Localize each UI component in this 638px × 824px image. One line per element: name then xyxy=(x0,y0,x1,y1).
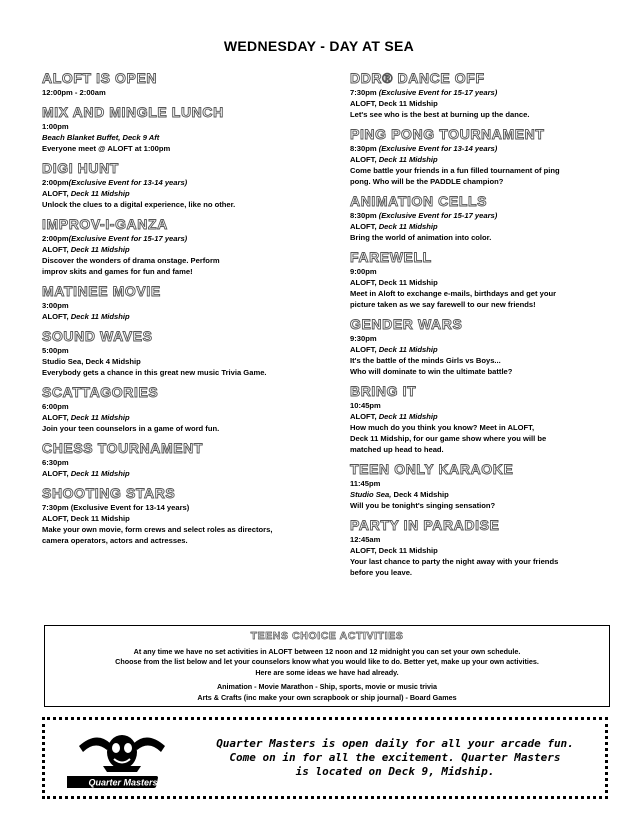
event-detail-line: Meet in Aloft to exchange e-mails, birthdays and get your xyxy=(350,289,557,298)
quarter-masters-text xyxy=(195,737,595,779)
quarter-masters-logo-icon xyxy=(67,726,177,792)
event-detail-line: 5:00pm xyxy=(42,346,69,355)
event-detail-line: 8:30pm (Exclusive Event for 15-17 years) xyxy=(350,211,498,220)
event-detail-line: Bring the world of animation into color. xyxy=(350,233,492,242)
event-title: SCATTAGORIES xyxy=(42,384,159,400)
quarter-masters-logo-text: Quarter Masters xyxy=(88,777,158,788)
teens-choice-activity-line: Animation - Movie Marathon - Ship, sports, movie or music trivia xyxy=(216,682,438,692)
event-detail-line: 7:30pm (Exclusive Event for 15-17 years) xyxy=(350,88,498,97)
event-title: PARTY IN PARADISE xyxy=(350,517,500,533)
event-ping-pong-tournament xyxy=(350,126,632,187)
event-bring-it xyxy=(350,383,632,455)
event-detail-line: 8:30pm (Exclusive Event for 13-14 years) xyxy=(350,144,498,153)
event-detail-line: ALOFT, Deck 11 Midship xyxy=(350,155,438,164)
event-detail-line: 6:00pm xyxy=(42,402,69,411)
teens-choice-box xyxy=(44,625,610,707)
event-aloft-is-open xyxy=(42,70,324,98)
event-scattagories xyxy=(42,384,324,434)
event-detail-line: ALOFT, Deck 11 Midship xyxy=(42,245,130,254)
quarter-masters-line: Quarter Masters is open daily for all your arcade fun. xyxy=(216,737,574,750)
event-detail-line: ALOFT, Deck 11 Midship xyxy=(350,278,438,287)
event-detail-line: ALOFT, Deck 11 Midship xyxy=(350,546,438,555)
event-detail-line: Let's see who is the best at burning up the dance. xyxy=(350,110,530,119)
event-shooting-stars xyxy=(42,485,324,546)
event-title: SOUND WAVES xyxy=(42,328,153,344)
event-sound-waves xyxy=(42,328,324,378)
event-detail-line: 1:00pm xyxy=(42,122,69,131)
event-matinee-movie xyxy=(42,283,324,322)
event-detail-line: matched up head to head. xyxy=(350,445,444,454)
event-improv-i-ganza xyxy=(42,216,324,277)
event-detail-line: ALOFT, Deck 11 Midship xyxy=(42,189,130,198)
event-detail-line: 9:30pm xyxy=(350,334,377,343)
right-events-column xyxy=(350,70,632,584)
event-title: GENDER WARS xyxy=(350,316,463,332)
event-detail-line: Studio Sea, Deck 4 Midship xyxy=(42,357,141,366)
left-events-column xyxy=(42,70,324,552)
event-detail-line: Come battle your friends in a fun filled tournament of ping xyxy=(350,166,560,175)
event-detail-line: 12:45am xyxy=(350,535,381,544)
event-title: ALOFT IS OPEN xyxy=(42,70,158,86)
teens-choice-title: TEENS CHOICE ACTIVITIES xyxy=(250,630,404,642)
event-title: DIGI HUNT xyxy=(42,160,119,176)
event-ddr-dance-off xyxy=(350,70,632,120)
page-title: WEDNESDAY - DAY AT SEA xyxy=(223,38,415,54)
event-detail-line: Deck 11 Midship, for our game show where you will be xyxy=(350,434,547,443)
event-detail-line: Discover the wonders of drama onstage. Perform xyxy=(42,256,220,265)
event-farewell xyxy=(350,249,632,310)
event-title: MATINEE MOVIE xyxy=(42,283,161,299)
event-detail-line: Unlock the clues to a digital experience, like no other. xyxy=(42,200,236,209)
event-title: IMPROV-I-GANZA xyxy=(42,216,168,232)
event-teen-only-karaoke xyxy=(350,461,632,511)
event-detail-line: Make your own movie, form crews and select roles as directors, xyxy=(42,525,273,534)
event-detail-line: 2:00pm(Exclusive Event for 15-17 years) xyxy=(42,234,188,243)
event-detail-line: 10:45pm xyxy=(350,401,381,410)
event-title: TEEN ONLY KARAOKE xyxy=(350,461,514,477)
event-detail-line: Beach Blanket Buffet, Deck 9 Aft xyxy=(42,133,160,142)
event-detail-line: ALOFT, Deck 11 Midship xyxy=(350,222,438,231)
event-title: MIX AND MINGLE LUNCH xyxy=(42,104,224,120)
event-detail-line: ALOFT, Deck 11 Midship xyxy=(350,412,438,421)
event-title: SHOOTING STARS xyxy=(42,485,176,501)
event-detail-line: 7:30pm (Exclusive Event for 13-14 years) xyxy=(42,503,190,512)
event-detail-line: ALOFT, Deck 11 Midship xyxy=(350,99,438,108)
event-detail-line: pong. Who will be the PADDLE champion? xyxy=(350,177,504,186)
event-detail-line: 6:30pm xyxy=(42,458,69,467)
teens-choice-activity-line: Arts & Crafts (inc make your own scrapbook or ship journal) - Board Games xyxy=(197,692,457,702)
event-title: CHESS TOURNAMENT xyxy=(42,440,204,456)
event-detail-line: ALOFT, Deck 11 Midship xyxy=(42,413,130,422)
quarter-masters-logo xyxy=(67,726,177,792)
event-mix-and-mingle-lunch xyxy=(42,104,324,154)
event-detail-line: It's the battle of the minds Girls vs Boys... xyxy=(350,356,501,365)
event-detail-line: Everybody gets a chance in this great new music Trivia Game. xyxy=(42,368,267,377)
event-detail-line: Will you be tonight's singing sensation? xyxy=(350,501,496,510)
event-chess-tournament xyxy=(42,440,324,479)
event-digi-hunt xyxy=(42,160,324,210)
event-title: BRING IT xyxy=(350,383,417,399)
event-detail-line: picture taken as we say farewell to our new friends! xyxy=(350,300,536,309)
event-detail-line: 3:00pm xyxy=(42,301,69,310)
event-title: DDR® DANCE OFF xyxy=(350,70,485,86)
event-detail-line: improv skits and games for fun and fame! xyxy=(42,267,193,276)
event-detail-line: Everyone meet @ ALOFT at 1:00pm xyxy=(42,144,171,153)
event-animation-cells xyxy=(350,193,632,243)
event-gender-wars xyxy=(350,316,632,377)
event-detail-line: Your last chance to party the night away with your friends xyxy=(350,557,559,566)
event-detail-line: 12:00pm - 2:00am xyxy=(42,88,106,97)
quarter-masters-line: Come on in for all the excitement. Quarter Masters xyxy=(229,751,561,764)
event-title: PING PONG TOURNAMENT xyxy=(350,126,545,142)
quarter-masters-box xyxy=(42,717,608,799)
teens-choice-line: Here are some ideas we have had already. xyxy=(255,667,399,677)
event-detail-line: ALOFT, Deck 11 Midship xyxy=(350,345,438,354)
event-detail-line: ALOFT, Deck 11 Midship xyxy=(42,469,130,478)
event-detail-line: ALOFT, Deck 11 Midship xyxy=(42,312,130,321)
event-party-in-paradise xyxy=(350,517,632,578)
event-detail-line: Join your teen counselors in a game of word fun. xyxy=(42,424,220,433)
event-detail-line: ALOFT, Deck 11 Midship xyxy=(42,514,130,523)
event-detail-line: Studio Sea, Deck 4 Midship xyxy=(350,490,449,499)
event-detail-line: 11:45pm xyxy=(350,479,381,488)
event-detail-line: How much do you think you know? Meet in ALOFT, xyxy=(350,423,535,432)
event-title: ANIMATION CELLS xyxy=(350,193,488,209)
teens-choice-line: At any time we have no set activities in ALOFT between 12 noon and 12 midnight you can set your own schedule. xyxy=(133,647,521,656)
event-detail-line: before you leave. xyxy=(350,568,413,577)
event-detail-line: Who will dominate to win the ultimate battle? xyxy=(350,367,513,376)
event-detail-line: 9:00pm xyxy=(350,267,377,276)
event-detail-line: 2:00pm(Exclusive Event for 13-14 years) xyxy=(42,178,188,187)
event-title: FAREWELL xyxy=(350,249,432,265)
event-detail-line: camera operators, actors and actresses. xyxy=(42,536,188,545)
quarter-masters-line: is located on Deck 9, Midship. xyxy=(295,765,495,778)
teens-choice-line: Choose from the list below and let your counselors know what you would like to do. Better yet, make up your own activities. xyxy=(115,657,539,667)
